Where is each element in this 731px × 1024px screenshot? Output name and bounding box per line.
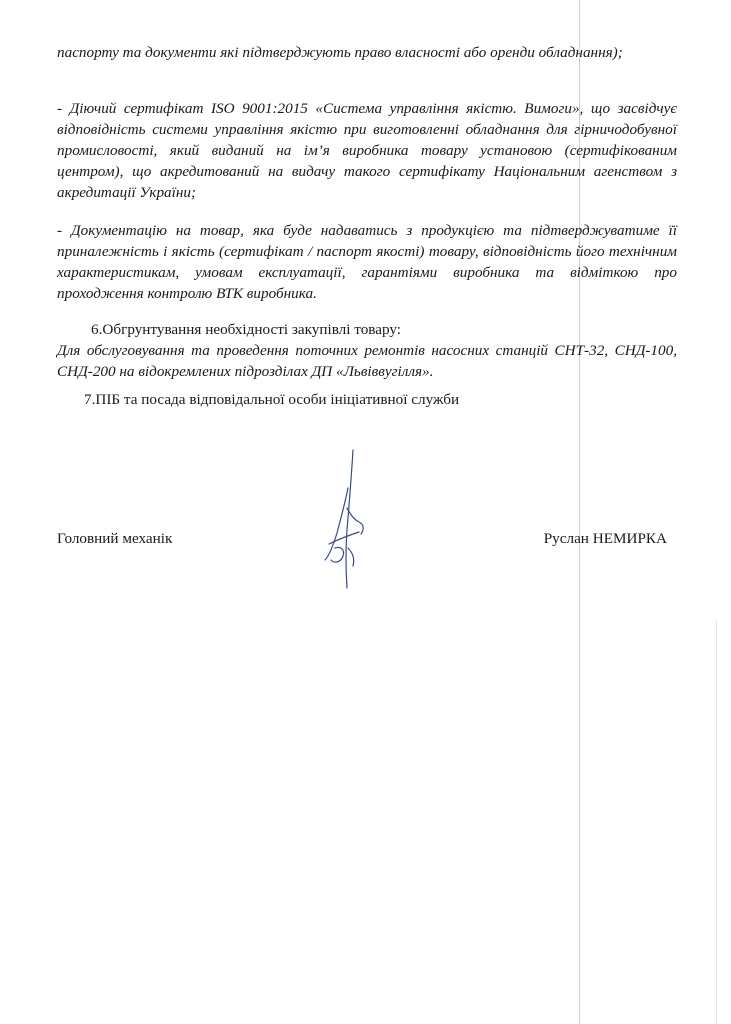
section-7-heading: 7.ПІБ та посада відповідальної особи ініціативної служби [84, 391, 460, 408]
scan-edge-line [716, 620, 717, 1024]
signatory-name: Руслан НЕМИРКА [543, 530, 667, 547]
paragraph-iso-certificate: - Діючий сертифікат ISO 9001:2015 «Система управління якістю. Вимоги», що засвідчує відповідність системи управління якістю при виготовленні обладнання для гірничодобувної промисловості, який виданий на ім’я виробника товару установою (сертифікованим центром), що акредитований на видачу такого сертифікату Національним агенством з акредитації України; [57, 100, 677, 201]
handwritten-signature-icon [315, 448, 385, 598]
paragraph-ownership-docs: паспорту та документи які підтверджують право власності або оренди обладнання); [57, 44, 623, 61]
paragraph-product-documentation: - Документацію на товар, яка буде надаватись з продукцією та підтверджуватиме її приналежність і якість (сертифікат / паспорт якості) товару, відповідність його технічним характеристикам, умовам експлуатації, гарантіями виробника та відміткою про проходження контролю ВТК виробника. [57, 222, 677, 302]
section-6-heading: 6.Обгрунтування необхідності закупівлі товару: [91, 321, 402, 338]
signatory-position: Головний механік [57, 530, 173, 547]
section-6-body: Для обслуговування та проведення поточних ремонтів насосних станцій СНТ-32, СНД-100, СНД-200 на відокремлених підрозділах ДП «Львіввугілля». [57, 342, 677, 380]
